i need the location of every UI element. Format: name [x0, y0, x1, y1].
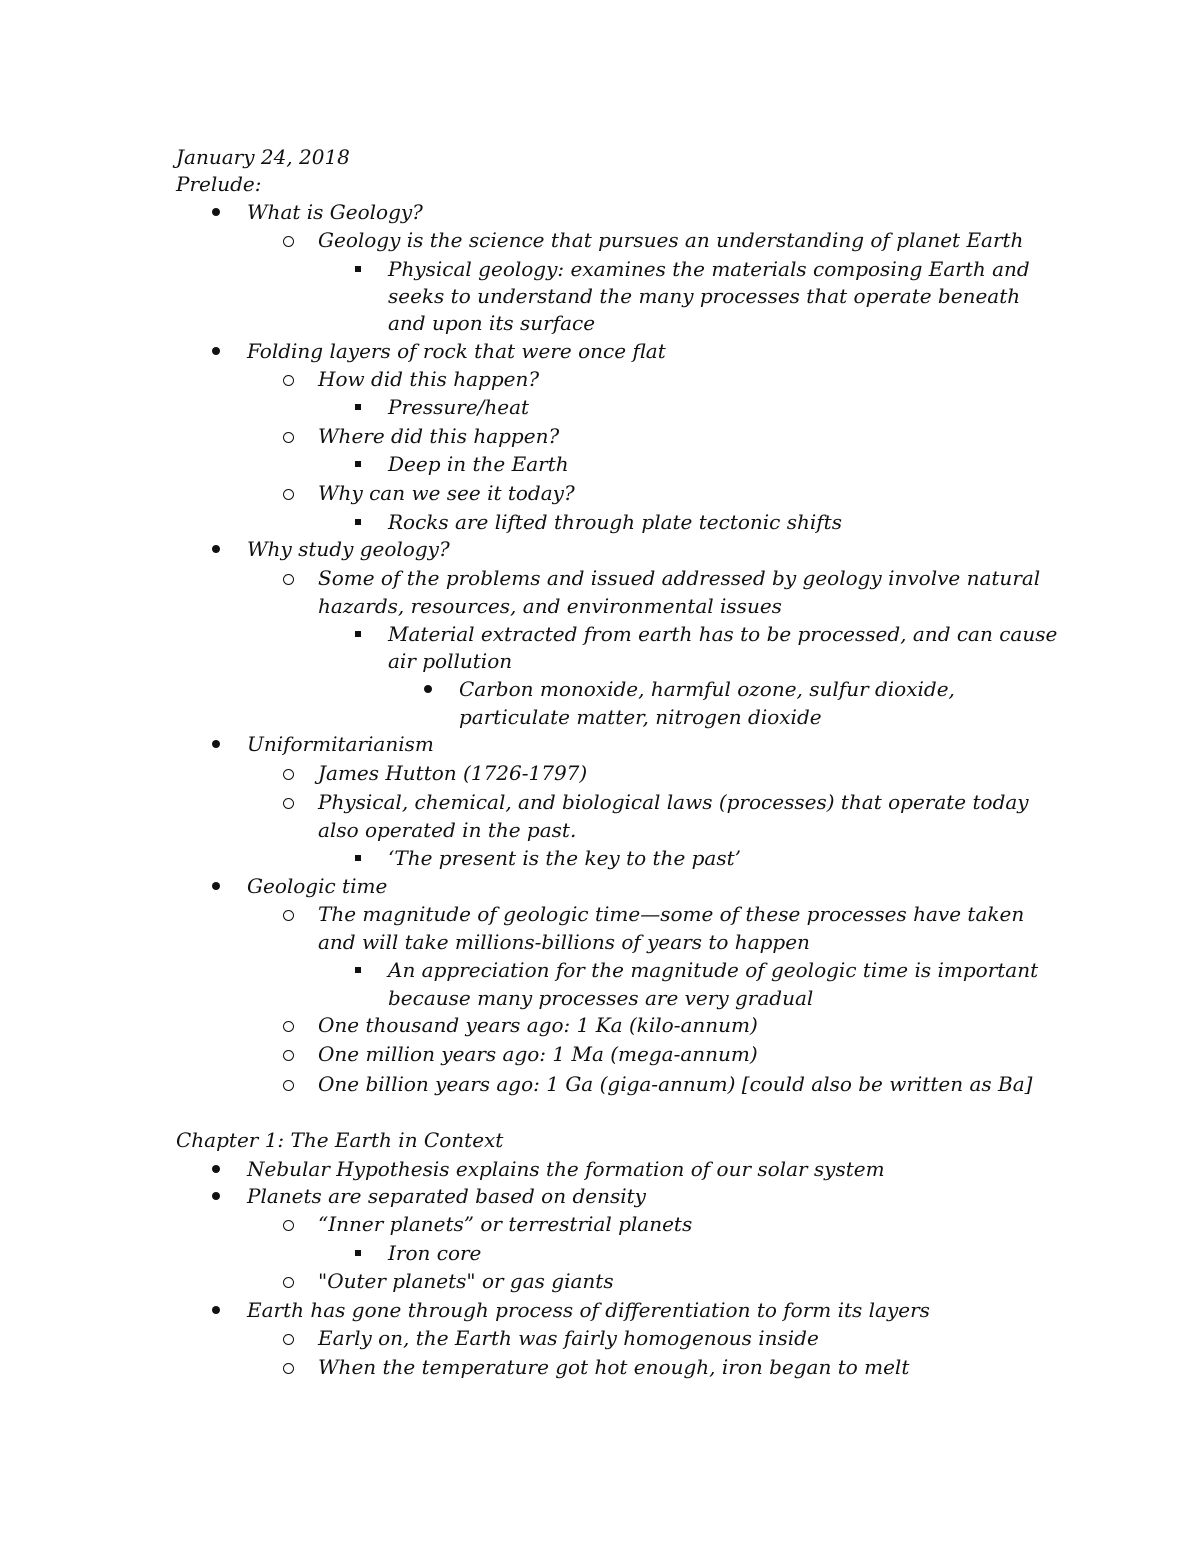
list-item: ‘The present is the key to the past’	[388, 844, 741, 872]
list-item-continuation: also operated in the past.	[318, 818, 577, 842]
list-item-continuation: seeks to understand the many processes that operate beneath	[388, 284, 1021, 308]
prelude-heading: Prelude:	[176, 172, 262, 196]
bullet-square-icon	[355, 266, 361, 272]
list-item: Nebular Hypothesis explains the formation of our solar system	[247, 1155, 885, 1183]
list-item: Physical geology: examines the materials composing Earth and	[388, 255, 1030, 283]
list-item: How did this happen?	[318, 365, 539, 393]
list-item: Why study geology?	[247, 535, 450, 563]
bullet-square-icon	[355, 967, 361, 973]
list-item: One million years ago: 1 Ma (mega-annum)	[318, 1040, 758, 1068]
chapter-heading: Chapter 1: The Earth in Context	[176, 1128, 504, 1152]
list-item: Pressure/heat	[388, 393, 529, 421]
list-item: James Hutton (1726-1797)	[318, 759, 587, 787]
list-item: One thousand years ago: 1 Ka (kilo-annum)	[318, 1011, 758, 1039]
bullet-circle-icon	[283, 236, 294, 247]
bullet-disc-icon	[212, 347, 220, 355]
bullet-circle-icon	[283, 1050, 294, 1061]
bullet-square-icon	[355, 519, 361, 525]
list-item: Geology is the science that pursues an understanding of planet Earth	[318, 226, 1023, 254]
list-item: One billion years ago: 1 Ga (giga-annum) [could also be written as Ba]	[318, 1070, 1032, 1098]
list-item: The magnitude of geologic time—some of these processes have taken	[318, 900, 1024, 928]
bullet-square-icon	[355, 404, 361, 410]
list-item-continuation: particulate matter, nitrogen dioxide	[459, 705, 822, 729]
list-item: Material extracted from earth has to be processed, and can cause	[388, 620, 1057, 648]
list-item-continuation: and will take millions-billions of years to happen	[318, 930, 810, 954]
list-item: What is Geology?	[247, 198, 423, 226]
bullet-square-icon	[355, 1250, 361, 1256]
bullet-disc-icon	[212, 740, 220, 748]
bullet-square-icon	[355, 855, 361, 861]
list-item-continuation: and upon its surface	[388, 311, 596, 335]
bullet-circle-icon	[283, 1334, 294, 1345]
list-item: Physical, chemical, and biological laws (processes) that operate today	[318, 788, 1029, 816]
bullet-circle-icon	[283, 1021, 294, 1032]
list-item: Some of the problems and issued addressed by geology involve natural	[318, 564, 1040, 592]
list-item-continuation: hazards, resources, and environmental issues	[318, 594, 782, 618]
bullet-circle-icon	[283, 769, 294, 780]
bullet-disc-icon	[212, 1192, 220, 1200]
bullet-circle-icon	[283, 1277, 294, 1288]
bullet-circle-icon	[283, 375, 294, 386]
list-item: An appreciation for the magnitude of geologic time is important	[388, 956, 1038, 984]
list-item: Deep in the Earth	[388, 450, 569, 478]
list-item: When the temperature got hot enough, iron began to melt	[318, 1353, 909, 1381]
bullet-disc-icon	[212, 1165, 220, 1173]
bullet-disc-icon	[212, 882, 220, 890]
list-item: "Outer planets" or gas giants	[318, 1267, 614, 1295]
bullet-circle-icon	[283, 1080, 294, 1091]
list-item: Why can we see it today?	[318, 479, 575, 507]
list-item: Geologic time	[247, 872, 387, 900]
bullet-circle-icon	[283, 432, 294, 443]
list-item: Folding layers of rock that were once flat	[247, 337, 666, 365]
bullet-circle-icon	[283, 574, 294, 585]
bullet-square-icon	[355, 631, 361, 637]
date-heading: January 24, 2018	[176, 145, 350, 169]
list-item: Iron core	[388, 1239, 481, 1267]
list-item: Planets are separated based on density	[247, 1182, 646, 1210]
list-item-continuation: because many processes are very gradual	[388, 986, 814, 1010]
bullet-disc-icon	[212, 208, 220, 216]
bullet-circle-icon	[283, 1220, 294, 1231]
bullet-disc-icon	[212, 545, 220, 553]
list-item: Uniformitarianism	[247, 730, 434, 758]
bullet-disc-icon	[212, 1306, 220, 1314]
bullet-square-icon	[355, 461, 361, 467]
bullet-circle-icon	[283, 798, 294, 809]
bullet-circle-icon	[283, 910, 294, 921]
list-item: Earth has gone through process of differentiation to form its layers	[247, 1296, 930, 1324]
list-item-continuation: air pollution	[388, 649, 513, 673]
list-item: Carbon monoxide, harmful ozone, sulfur dioxide,	[459, 675, 955, 703]
bullet-disc-icon	[424, 685, 432, 693]
bullet-circle-icon	[283, 489, 294, 500]
list-item: Rocks are lifted through plate tectonic shifts	[388, 508, 842, 536]
bullet-circle-icon	[283, 1363, 294, 1374]
list-item: “Inner planets” or terrestrial planets	[318, 1210, 692, 1238]
list-item: Early on, the Earth was fairly homogenous inside	[318, 1324, 819, 1352]
list-item: Where did this happen?	[318, 422, 559, 450]
